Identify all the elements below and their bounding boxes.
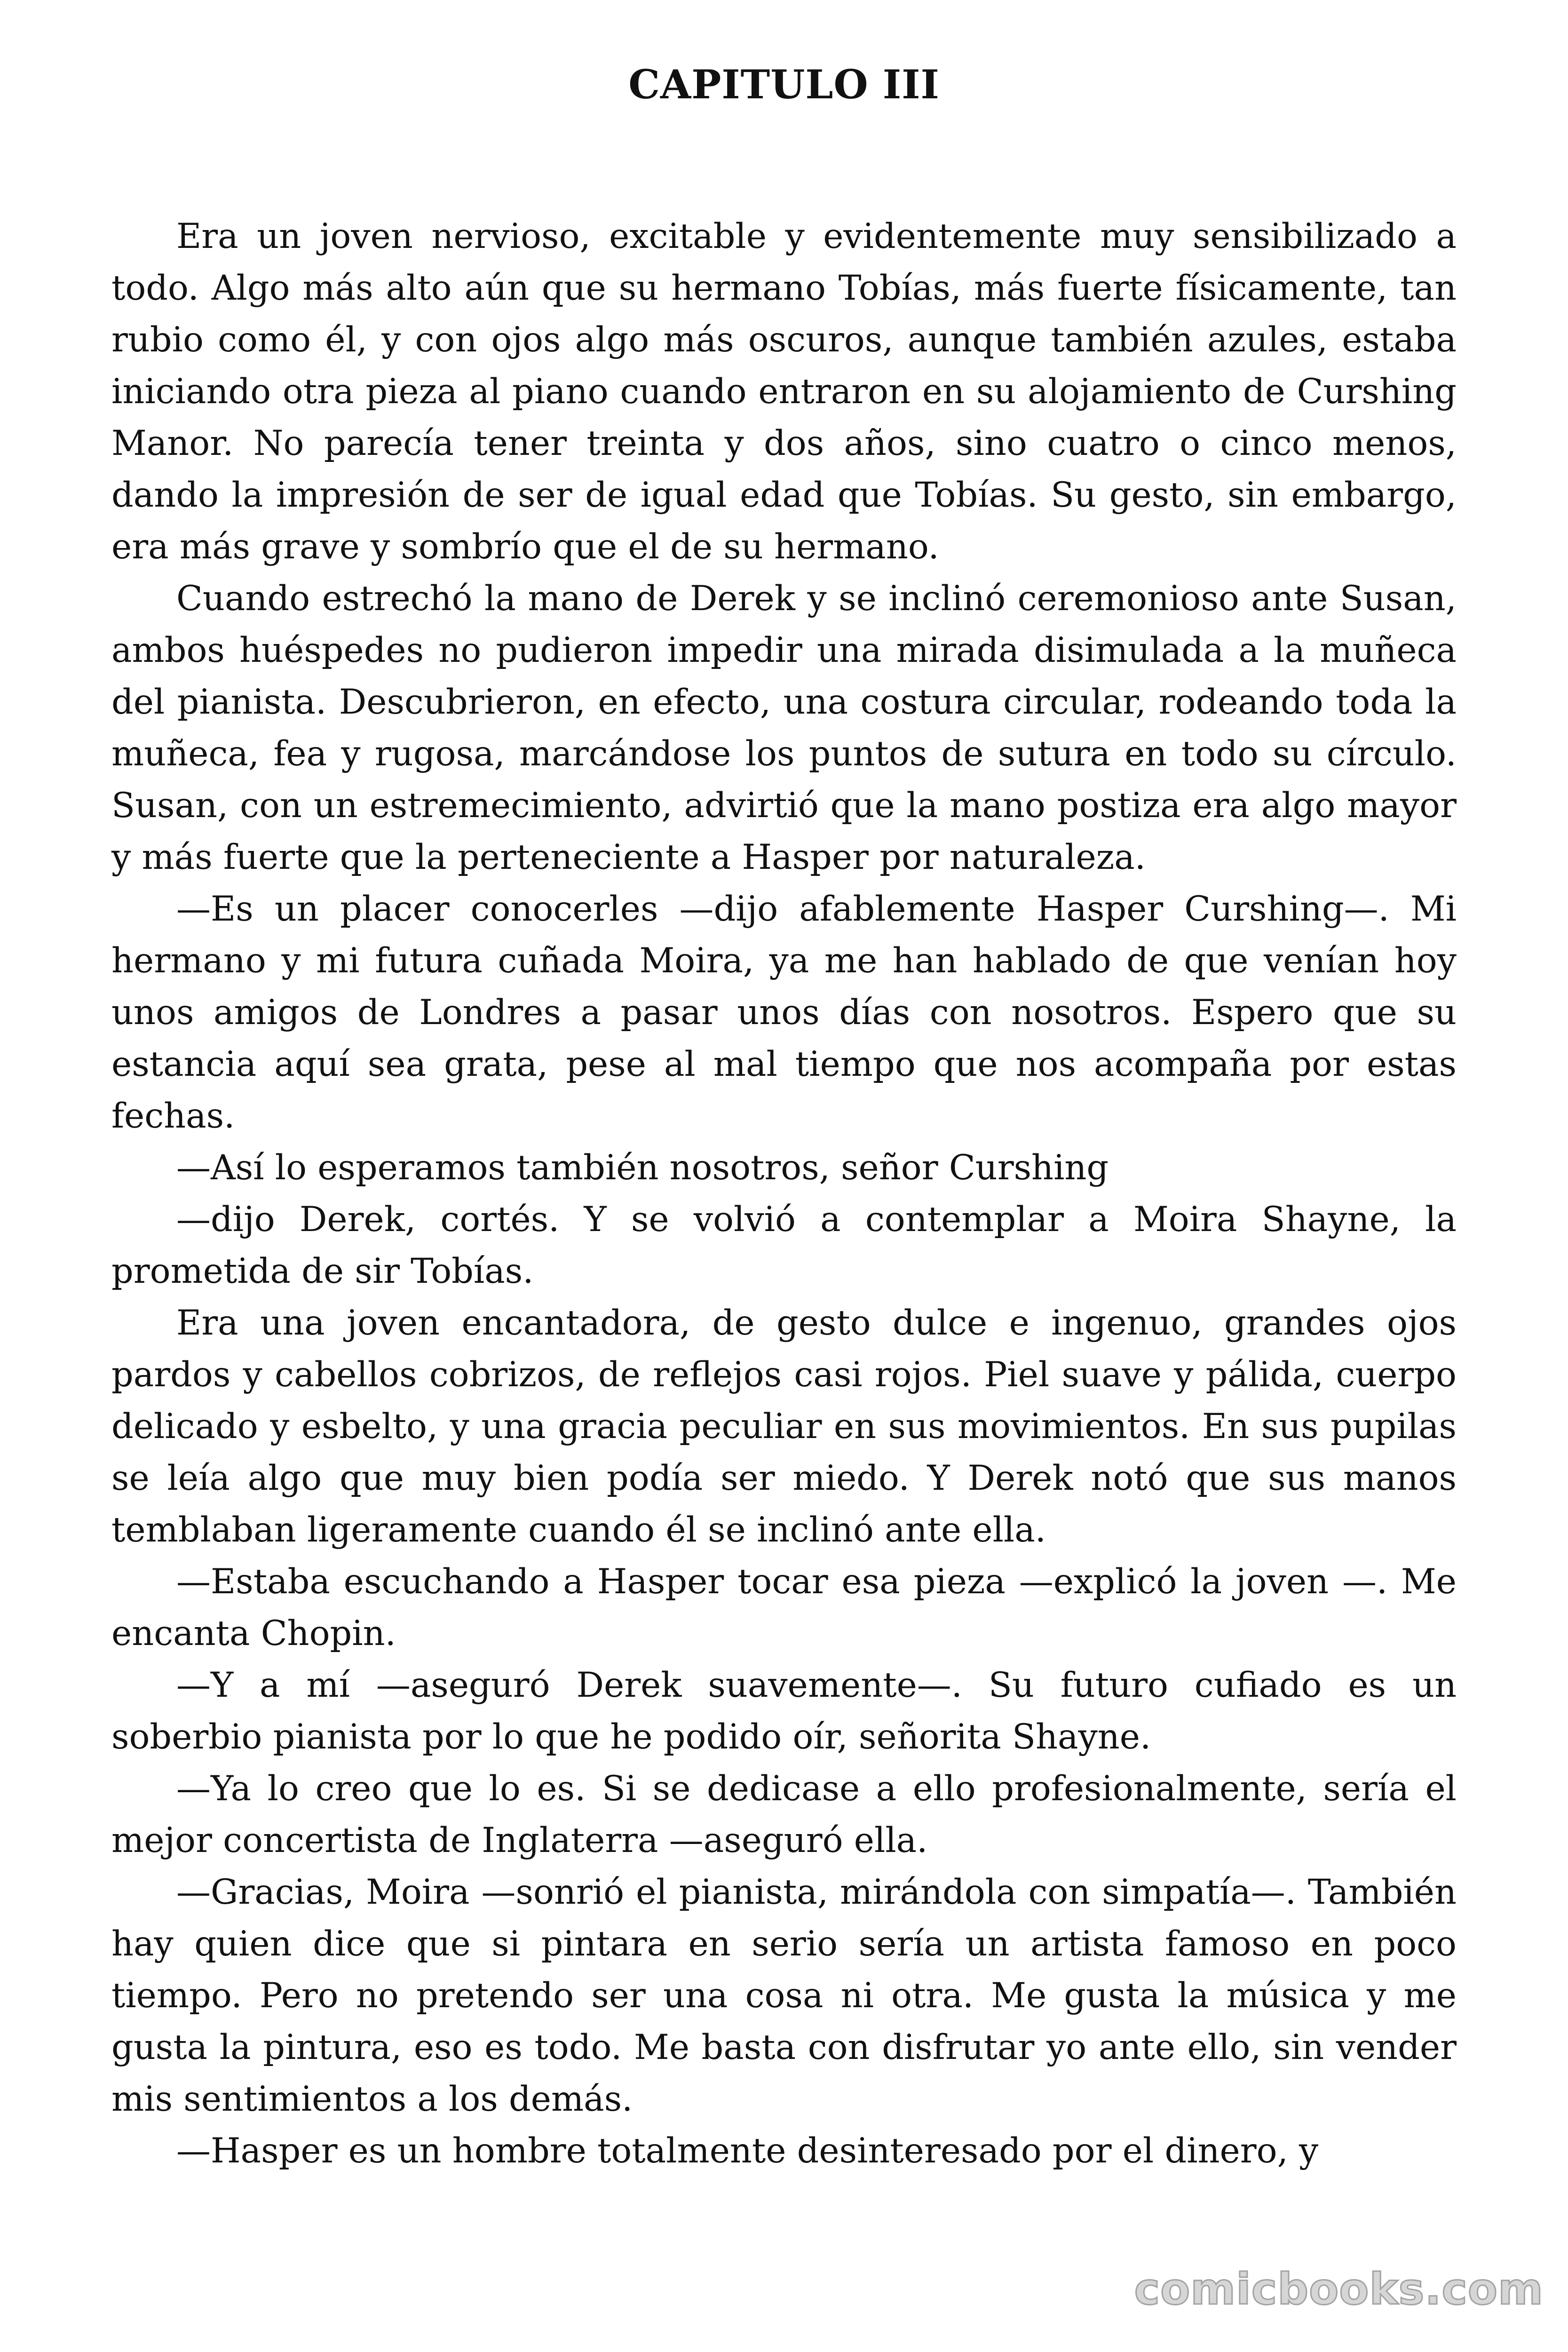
paragraph-1: Era un joven nervioso, excitable y evidentemente muy sensibilizado a todo. Algo más alto aún que su hermano Tobías, más fuerte físicamente, tan rubio como él, y con ojos algo más oscuros, aunque también azules, estaba iniciando otra pieza al piano cuando entraron en su alojamiento de Curshing Manor. No parecía tener treinta y dos años, sino cuatro o cinco menos, dando la impresión de ser de igual edad que Tobías. Su gesto, sin embargo, era más grave y sombrío que el de su hermano. [111,216,1457,567]
body-text [111,211,1457,2177]
paragraph-7: —Estaba escuchando a Hasper tocar esa pieza —explicó la joven —. Me encanta Chopin. [111,1562,1457,1653]
book-page [111,0,1457,2352]
paragraph-8: —Y a mí —aseguró Derek suavemente—. Su futuro cufiado es un soberbio pianista por lo que he podido oír, señorita Shayne. [111,1665,1457,1757]
chapter-title: CAPITULO III [628,61,940,108]
paragraph-2: Cuando estrechó la mano de Derek y se inclinó ceremonioso ante Susan, ambos huéspedes no pudieron impedir una mirada disimulada a la muñeca del pianista. Descubrieron, en efecto, una costura circular, rodeando toda la muñeca, fea y rugosa, marcándose los puntos de sutura en todo su círculo. Susan, con un estremecimiento, advirtió que la mano postiza era algo mayor y más fuerte que la perteneciente a Hasper por naturaleza. [111,579,1457,877]
paragraph-5: —dijo Derek, cortés. Y se volvió a contemplar a Moira Shayne, la prometida de sir Tobías. [111,1200,1457,1291]
paragraph-6: Era una joven encantadora, de gesto dulce e ingenuo, grandes ojos pardos y cabellos cobrizos, de reflejos casi rojos. Piel suave y pálida, cuerpo delicado y esbelto, y una gracia peculiar en sus movimientos. En sus pupilas se leía algo que muy bien podía ser miedo. Y Derek notó que sus manos temblaban ligeramente cuando él se inclinó ante ella. [111,1303,1457,1550]
paragraph-11: —Hasper es un hombre totalmente desinteresado por el dinero, y [176,2131,1319,2171]
paragraph-10: —Gracias, Moira —sonrió el pianista, mirándola con simpatía—. También hay quien dice que si pintara en serio sería un artista famoso en poco tiempo. Pero no pretendo ser una cosa ni otra. Me gusta la música y me gusta la pintura, eso es todo. Me basta con disfrutar yo ante ello, sin vender mis sentimientos a los demás. [111,1872,1457,2119]
watermark-logo: comicbooks.com [1134,2264,1544,2314]
paragraph-4: —Así lo esperamos también nosotros, señor Curshing [176,1148,1109,1188]
paragraph-3: —Es un placer conocerles —dijo afablemente Hasper Curshing—. Mi hermano y mi futura cuñada Moira, ya me han hablado de que venían hoy unos amigos de Londres a pasar unos días con nosotros. Espero que su estancia aquí sea grata, pese al mal tiempo que nos acompaña por estas fechas. [111,889,1457,1136]
paragraph-9: —Ya lo creo que lo es. Si se dedicase a ello profesionalmente, sería el mejor concertista de Inglaterra —aseguró ella. [111,1769,1457,1860]
